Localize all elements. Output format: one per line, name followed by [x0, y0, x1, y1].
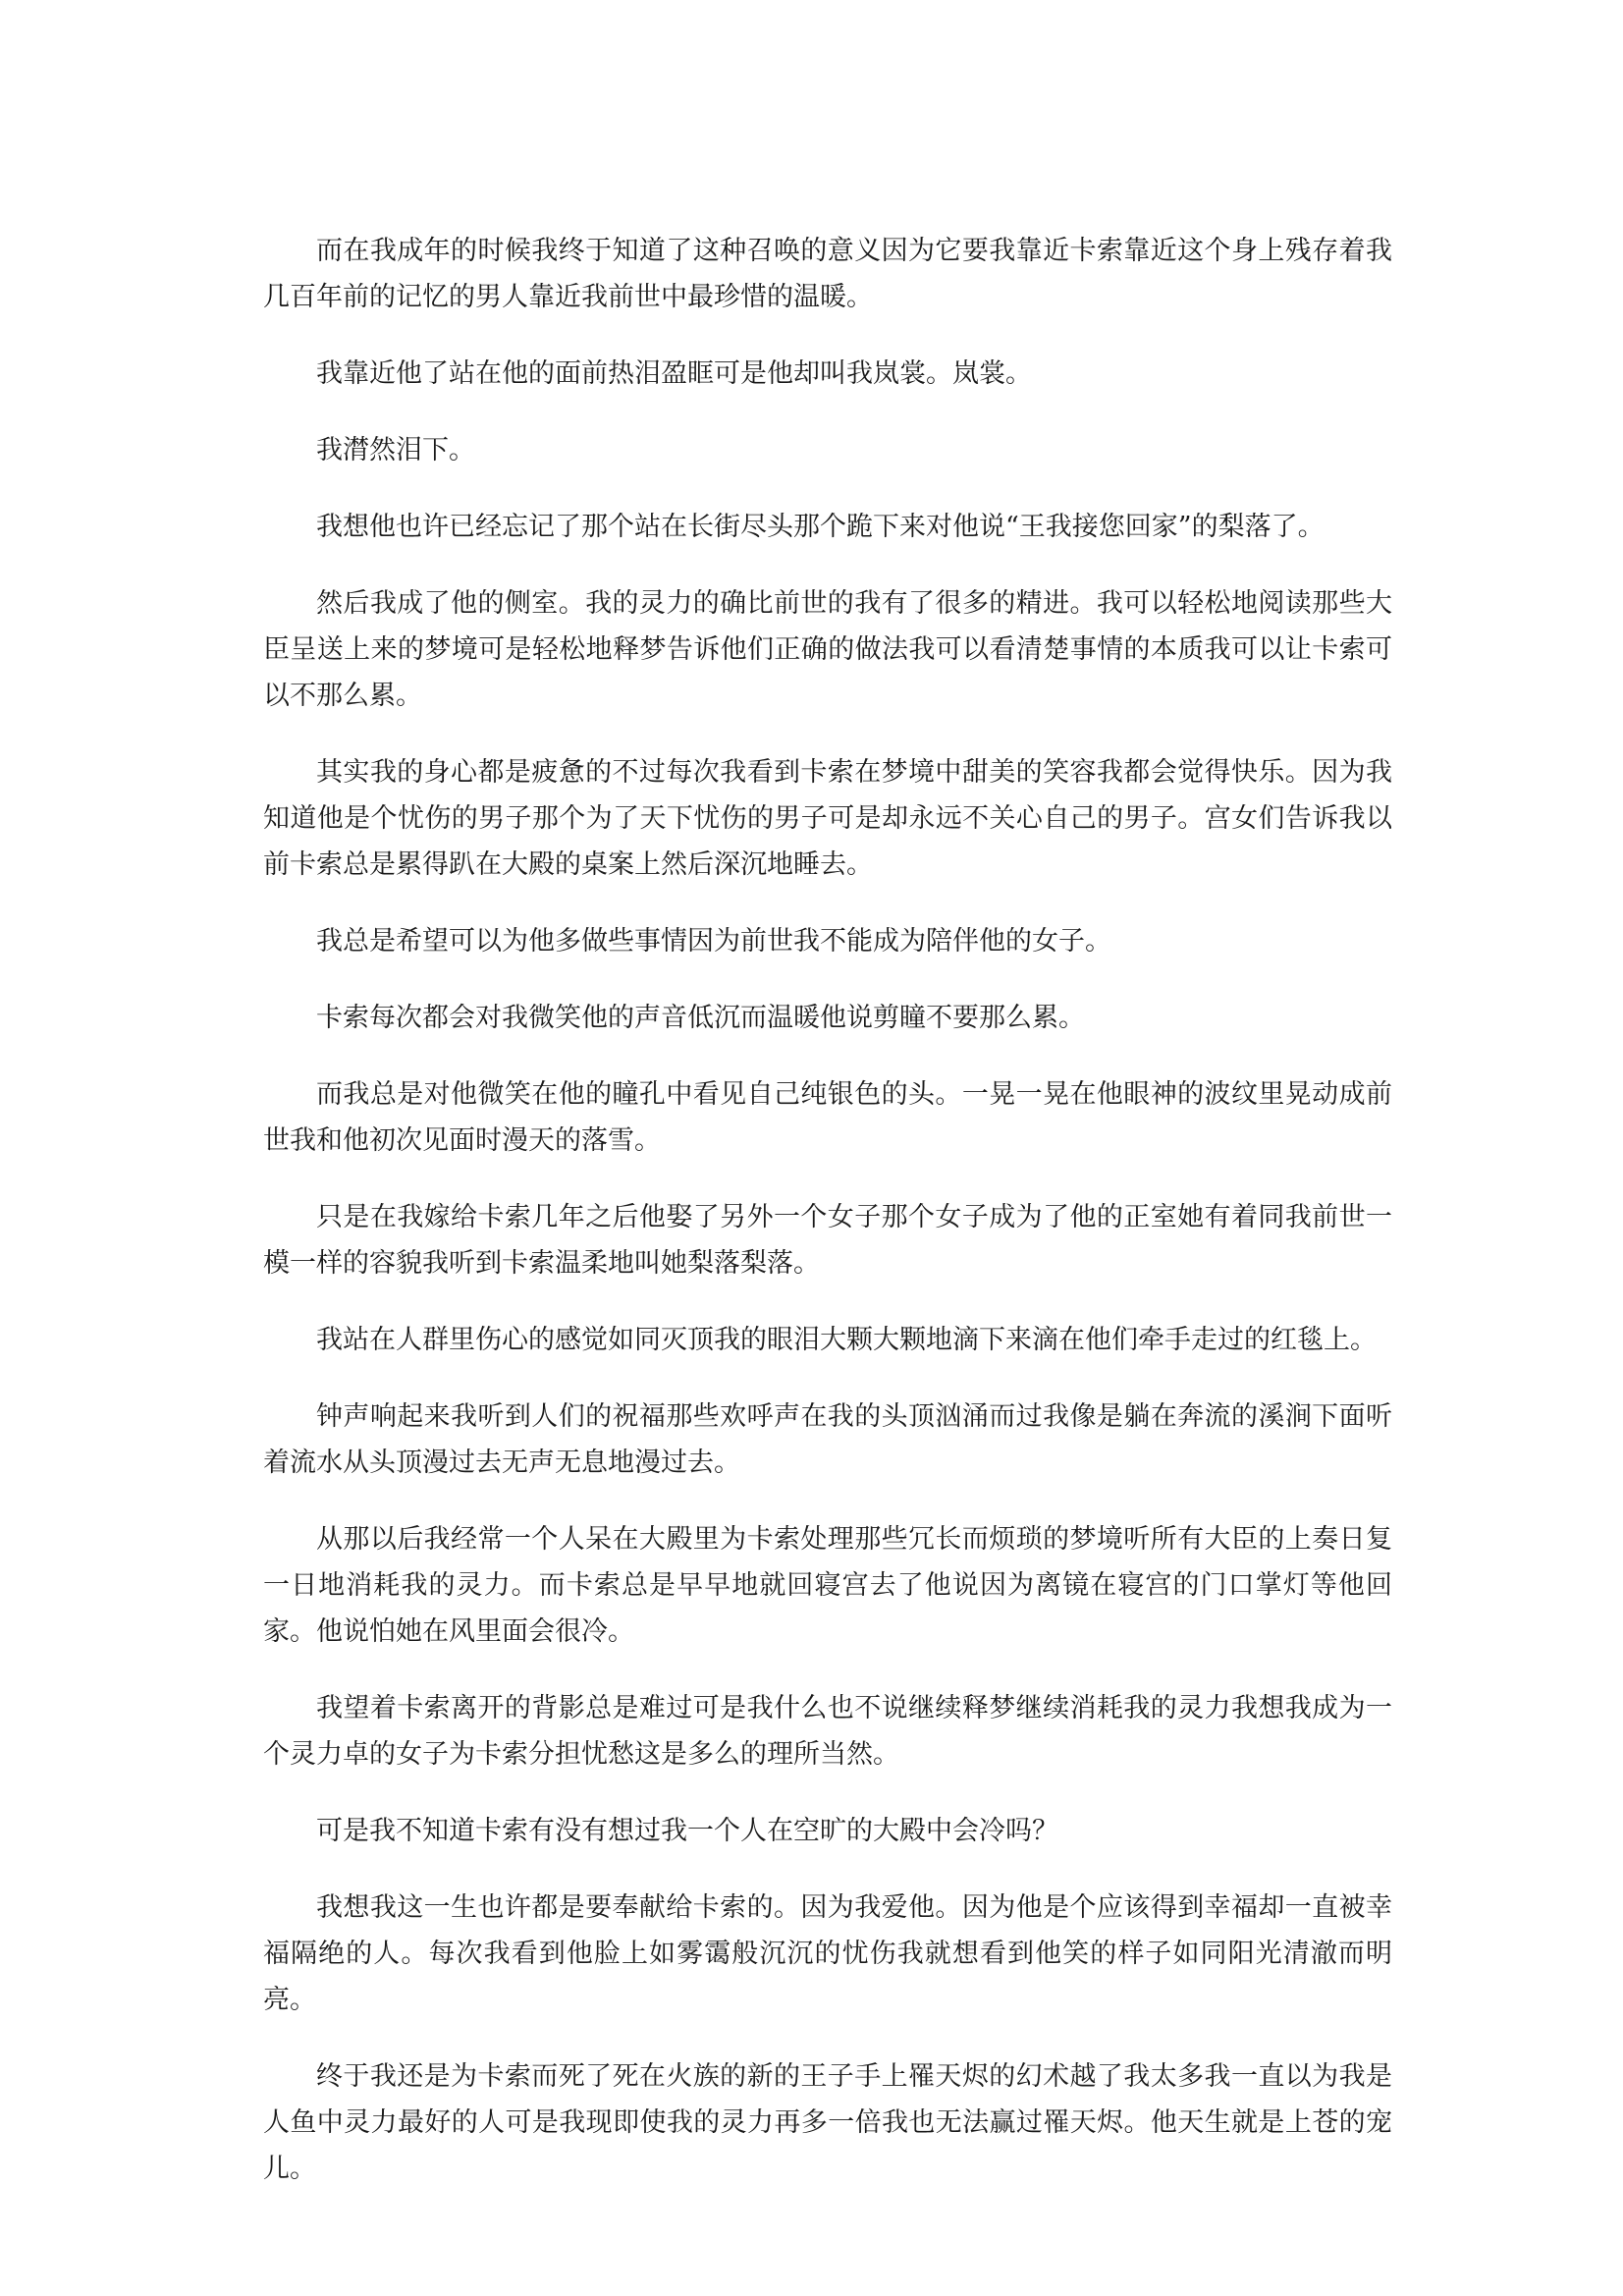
paragraph: 钟声响起来我听到人们的祝福那些欢呼声在我的头顶汹涌而过我像是躺在奔流的溪涧下面听着流水从头顶漫过去无声无息地漫过去。 [263, 1401, 1392, 1478]
document-page [263, 228, 1392, 2222]
paragraph: 我总是希望可以为他多做些事情因为前世我不能成为陪伴他的女子。 [316, 926, 1111, 957]
paragraph: 终于我还是为卡索而死了死在火族的新的王子手上罹天烬的幻术越了我太多我一直以为我是人鱼中灵力最好的人可是我现即使我的灵力再多一倍我也无法赢过罹天烬。他天生就是上苍的宠儿。 [263, 2061, 1392, 2184]
paragraph: 而在我成年的时候我终于知道了这种召唤的意义因为它要我靠近卡索靠近这个身上残存着我几百年前的记忆的男人靠近我前世中最珍惜的温暖。 [263, 236, 1392, 312]
paragraph: 我想我这一生也许都是要奉献给卡索的。因为我爱他。因为他是个应该得到幸福却一直被幸福隔绝的人。每次我看到他脸上如雾霭般沉沉的忧伤我就想看到他笑的样子如同阳光清澈而明亮。 [263, 1892, 1392, 2015]
paragraph: 从那以后我经常一个人呆在大殿里为卡索处理那些冗长而烦琐的梦境听所有大臣的上奏日复一日地消耗我的灵力。而卡索总是早早地就回寝宫去了他说因为离镜在寝宫的门口掌灯等他回家。他说怕她在风里面会很冷。 [263, 1524, 1392, 1647]
paragraph: 其实我的身心都是疲惫的不过每次我看到卡索在梦境中甜美的笑容我都会觉得快乐。因为我知道他是个忧伤的男子那个为了天下忧伤的男子可是却永远不关心自己的男子。宫女们告诉我以前卡索总是累得趴在大殿的桌案上然后深沉地睡去。 [263, 757, 1392, 880]
paragraph: 我望着卡索离开的背影总是难过可是我什么也不说继续释梦继续消耗我的灵力我想我成为一个灵力卓的女子为卡索分担忧愁这是多么的理所当然。 [263, 1693, 1392, 1770]
paragraph: 可是我不知道卡索有没有想过我一个人在空旷的大殿中会冷吗？ [316, 1816, 1058, 1846]
paragraph: 卡索每次都会对我微笑他的声音低沉而温暖他说剪瞳不要那么累。 [316, 1003, 1085, 1033]
paragraph: 我靠近他了站在他的面前热泪盈眶可是他却叫我岚裳。岚裳。 [316, 358, 1032, 389]
paragraph: 我站在人群里伤心的感觉如同灭顶我的眼泪大颗大颗地滴下来滴在他们牵手走过的红毯上。 [316, 1325, 1377, 1355]
paragraph: 我想他也许已经忘记了那个站在长街尽头那个跪下来对他说“王我接您回家”的梨落了。 [316, 512, 1325, 542]
paragraph: 然后我成了他的侧室。我的灵力的确比前世的我有了很多的精进。我可以轻松地阅读那些大臣呈送上来的梦境可是轻松地释梦告诉他们正确的做法我可以看清楚事情的本质我可以让卡索可以不那么累。 [263, 588, 1392, 711]
paragraph: 只是在我嫁给卡索几年之后他娶了另外一个女子那个女子成为了他的正室她有着同我前世一模一样的容貌我听到卡索温柔地叫她梨落梨落。 [263, 1202, 1392, 1279]
paragraph: 我潸然泪下。 [316, 435, 475, 465]
paragraph: 而我总是对他微笑在他的瞳孔中看见自己纯银色的头。一晃一晃在他眼神的波纹里晃动成前世我和他初次见面时漫天的落雪。 [263, 1079, 1392, 1156]
